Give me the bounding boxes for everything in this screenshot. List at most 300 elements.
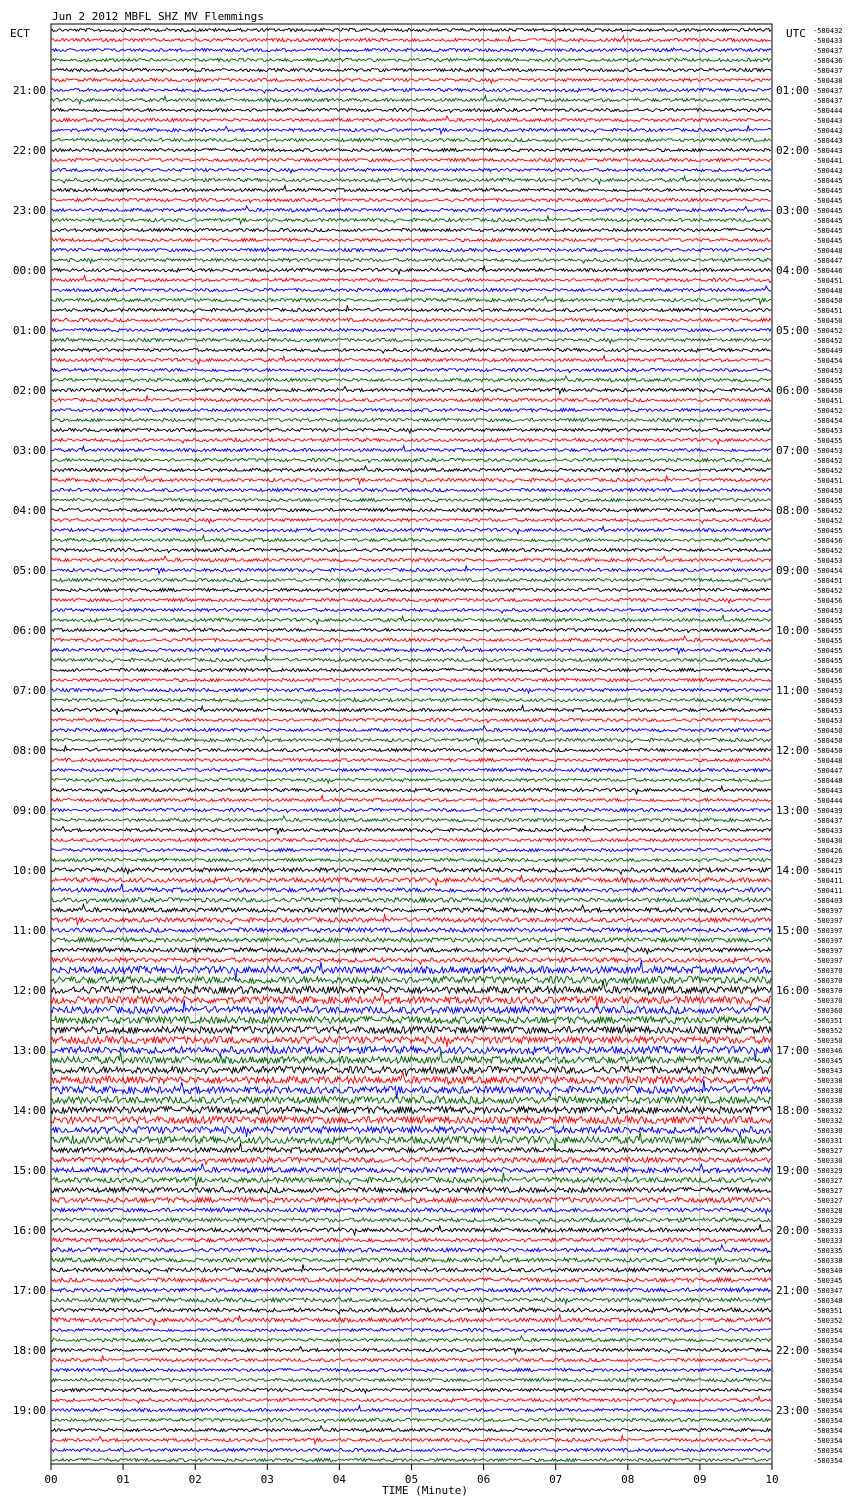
row-offset-label: -580455	[813, 657, 843, 665]
row-offset-label: -580397	[813, 957, 843, 965]
right-hour-label: 10:00	[776, 624, 810, 637]
row-offset-label: -580397	[813, 937, 843, 945]
trace-row-52	[51, 548, 771, 552]
row-offset-label: -580445	[813, 177, 843, 185]
row-offset-label: -580354	[813, 1347, 843, 1355]
row-offset-label: -580338	[813, 1087, 843, 1095]
trace-row-26	[51, 286, 771, 292]
trace-row-36	[51, 387, 771, 394]
row-offset-label: -580443	[813, 127, 843, 135]
trace-row-27	[51, 297, 771, 304]
trace-row-126	[51, 1287, 771, 1292]
row-offset-label: -580370	[813, 987, 843, 995]
x-tick-label: 00	[44, 1473, 58, 1486]
row-offset-label: -580340	[813, 1267, 843, 1275]
trace-row-55	[51, 578, 771, 581]
trace-row-30	[51, 328, 771, 331]
row-offset-label: -580345	[813, 1057, 843, 1065]
row-offset-label: -580443	[813, 117, 843, 125]
trace-row-62	[51, 647, 771, 654]
row-offset-label: -580445	[813, 207, 843, 215]
row-offset-label: -580352	[813, 1317, 843, 1325]
right-hour-label: 18:00	[776, 1104, 810, 1117]
trace-row-112	[51, 1143, 771, 1153]
left-hour-label: 19:00	[12, 1404, 46, 1417]
row-offset-label: -580411	[813, 877, 843, 885]
row-offset-label: -580397	[813, 907, 843, 915]
trace-row-45	[51, 475, 771, 483]
row-offset-label: -580348	[813, 1297, 843, 1305]
row-offset-label: -580443	[813, 137, 843, 145]
trace-row-4	[51, 68, 771, 71]
trace-row-125	[51, 1278, 771, 1282]
row-offset-label: -580331	[813, 1137, 843, 1145]
row-offset-label: -580347	[813, 1287, 843, 1295]
trace-row-31	[51, 338, 771, 343]
row-offset-label: -580329	[813, 1217, 843, 1225]
trace-row-51	[51, 536, 771, 542]
trace-row-3	[51, 58, 771, 61]
row-offset-label: -580455	[813, 497, 843, 505]
trace-row-68	[51, 706, 771, 715]
row-offset-labels	[813, 27, 843, 1465]
trace-row-87	[51, 898, 771, 904]
right-hour-label: 19:00	[776, 1164, 810, 1177]
trace-row-32	[51, 348, 771, 353]
trace-row-35	[51, 376, 771, 382]
trace-row-53	[51, 556, 771, 562]
trace-row-81	[51, 838, 771, 841]
right-hour-label: 02:00	[776, 144, 810, 157]
row-offset-label: -580445	[813, 187, 843, 195]
row-offset-label: -580354	[813, 1387, 843, 1395]
row-offset-label: -580453	[813, 607, 843, 615]
row-offset-label: -580354	[813, 1327, 843, 1335]
left-hour-label: 14:00	[12, 1104, 46, 1117]
row-offset-label: -580437	[813, 47, 843, 55]
right-hour-label: 07:00	[776, 444, 810, 457]
trace-row-137	[51, 1396, 771, 1404]
trace-row-42	[51, 446, 771, 452]
trace-row-135	[51, 1378, 771, 1382]
row-offset-label: -580443	[813, 147, 843, 155]
trace-row-71	[51, 737, 771, 744]
trace-row-91	[51, 938, 771, 942]
trace-row-49	[51, 518, 771, 523]
row-offset-label: -580351	[813, 1307, 843, 1315]
trace-row-124	[51, 1264, 771, 1273]
trace-row-115	[51, 1173, 771, 1187]
right-axis-label: UTC	[786, 27, 806, 40]
row-offset-label: -580450	[813, 727, 843, 735]
trace-row-2	[51, 48, 771, 52]
trace-row-20	[51, 228, 771, 231]
trace-row-104	[51, 1066, 771, 1075]
right-hour-label: 21:00	[776, 1284, 810, 1297]
row-offset-label: -580452	[813, 407, 843, 415]
trace-row-70	[51, 726, 771, 732]
trace-row-18	[51, 206, 771, 212]
row-offset-label: -580346	[813, 1047, 843, 1055]
row-offset-label: -580449	[813, 347, 843, 355]
row-offset-label: -580446	[813, 267, 843, 275]
row-offset-label: -580452	[813, 507, 843, 515]
row-offset-label: -580423	[813, 857, 843, 865]
row-offset-label: -580455	[813, 437, 843, 445]
x-tick-label: 04	[332, 1473, 347, 1486]
x-axis-ticks	[44, 1464, 778, 1486]
left-hour-label: 09:00	[12, 804, 46, 817]
row-offset-label: -580448	[813, 287, 843, 295]
right-hour-labels	[776, 84, 809, 1417]
right-hour-label: 17:00	[776, 1044, 810, 1057]
right-hour-label: 20:00	[776, 1224, 810, 1237]
right-hour-label: 15:00	[776, 924, 810, 937]
left-hour-label: 11:00	[12, 924, 46, 937]
trace-row-23	[51, 258, 771, 263]
row-offset-label: -580354	[813, 1417, 843, 1425]
row-offset-label: -580451	[813, 577, 843, 585]
trace-row-12	[51, 148, 771, 151]
row-offset-label: -580354	[813, 1377, 843, 1385]
row-offset-label: -580454	[813, 357, 843, 365]
trace-row-143	[51, 1458, 771, 1461]
row-offset-label: -580453	[813, 697, 843, 705]
row-offset-label: -580444	[813, 797, 843, 805]
trace-row-29	[51, 318, 771, 321]
row-offset-label: -580354	[813, 1367, 843, 1375]
row-offset-label: -580455	[813, 677, 843, 685]
row-offset-label: -580351	[813, 1017, 843, 1025]
trace-row-72	[51, 745, 771, 751]
right-hour-label: 04:00	[776, 264, 810, 277]
trace-row-19	[51, 215, 771, 223]
right-hour-label: 16:00	[776, 984, 810, 997]
trace-row-11	[51, 138, 771, 141]
trace-row-38	[51, 408, 771, 411]
trace-row-138	[51, 1406, 771, 1412]
row-offset-label: -580403	[813, 897, 843, 905]
trace-row-121	[51, 1238, 771, 1243]
row-offset-label: -580332	[813, 1117, 843, 1125]
row-offset-label: -580450	[813, 387, 843, 395]
trace-row-86	[51, 884, 771, 892]
row-offset-label: -580397	[813, 927, 843, 935]
trace-row-0	[51, 28, 771, 31]
row-offset-label: -580443	[813, 167, 843, 175]
left-hour-label: 05:00	[12, 564, 46, 577]
x-tick-label: 02	[188, 1473, 202, 1486]
left-hour-label: 13:00	[12, 1044, 46, 1057]
trace-row-73	[51, 758, 771, 761]
row-offset-label: -580450	[813, 297, 843, 305]
trace-row-57	[51, 598, 771, 603]
row-offset-label: -580437	[813, 87, 843, 95]
trace-row-66	[51, 688, 771, 693]
trace-row-141	[51, 1435, 771, 1443]
row-offset-label: -580345	[813, 1277, 843, 1285]
trace-row-134	[51, 1368, 771, 1371]
row-offset-label: -580452	[813, 457, 843, 465]
row-offset-label: -580352	[813, 1027, 843, 1035]
left-axis-label: ECT	[10, 27, 30, 40]
x-tick-label: 01	[116, 1473, 130, 1486]
seismic-traces	[51, 28, 771, 1461]
trace-row-24	[51, 266, 771, 274]
trace-row-84	[51, 867, 771, 874]
trace-row-133	[51, 1355, 771, 1361]
trace-row-117	[51, 1197, 771, 1202]
row-offset-label: -580452	[813, 337, 843, 345]
left-hour-label: 21:00	[12, 84, 46, 97]
row-offset-label: -580445	[813, 237, 843, 245]
trace-row-114	[51, 1163, 771, 1173]
trace-row-17	[51, 198, 771, 202]
right-hour-label: 06:00	[776, 384, 810, 397]
trace-row-89	[51, 914, 771, 926]
x-tick-label: 08	[621, 1473, 635, 1486]
row-offset-label: -580437	[813, 97, 843, 105]
left-hour-label: 03:00	[12, 444, 46, 457]
row-offset-label: -580452	[813, 327, 843, 335]
row-offset-label: -580335	[813, 1247, 843, 1255]
row-offset-label: -580360	[813, 1007, 843, 1015]
row-offset-label: -580453	[813, 557, 843, 565]
row-offset-label: -580436	[813, 57, 843, 65]
trace-row-46	[51, 488, 771, 491]
row-offset-label: -580329	[813, 1167, 843, 1175]
trace-row-6	[51, 88, 771, 93]
trace-row-22	[51, 248, 771, 252]
row-offset-label: -580452	[813, 517, 843, 525]
trace-row-93	[51, 957, 771, 964]
row-offset-label: -580451	[813, 277, 843, 285]
left-hour-label: 04:00	[12, 504, 46, 517]
row-offset-label: -580451	[813, 397, 843, 405]
trace-row-99	[51, 1016, 771, 1023]
trace-row-110	[51, 1127, 771, 1138]
chart-title: Jun 2 2012 MBFL SHZ MV Flemmings	[52, 10, 264, 23]
trace-row-76	[51, 786, 771, 794]
trace-row-34	[51, 368, 771, 372]
trace-row-128	[51, 1308, 771, 1314]
trace-row-118	[51, 1207, 771, 1214]
trace-row-59	[51, 616, 771, 625]
left-hour-label: 22:00	[12, 144, 46, 157]
trace-row-65	[51, 678, 771, 682]
row-offset-label: -580453	[813, 707, 843, 715]
row-offset-label: -580397	[813, 917, 843, 925]
left-hour-label: 15:00	[12, 1164, 46, 1177]
row-offset-label: -580343	[813, 1067, 843, 1075]
x-tick-label: 06	[476, 1473, 491, 1486]
right-hour-label: 08:00	[776, 504, 810, 517]
row-offset-label: -580350	[813, 1037, 843, 1045]
trace-row-109	[51, 1115, 771, 1123]
trace-row-63	[51, 655, 771, 662]
row-offset-label: -580448	[813, 777, 843, 785]
trace-row-129	[51, 1314, 771, 1325]
row-offset-label: -580438	[813, 77, 843, 85]
row-offset-label: -580333	[813, 1237, 843, 1245]
row-offset-label: -580454	[813, 417, 843, 425]
left-hour-label: 10:00	[12, 864, 46, 877]
row-offset-label: -580430	[813, 837, 843, 845]
row-offset-label: -580338	[813, 1257, 843, 1265]
x-tick-label: 10	[765, 1473, 779, 1486]
trace-row-113	[51, 1157, 771, 1164]
trace-row-88	[51, 904, 771, 912]
trace-row-69	[51, 718, 771, 722]
row-offset-label: -580327	[813, 1187, 843, 1195]
row-offset-label: -580333	[813, 1227, 843, 1235]
left-hour-label: 06:00	[12, 624, 46, 637]
row-offset-label: -580454	[813, 567, 843, 575]
row-offset-label: -580452	[813, 547, 843, 555]
right-hour-label: 11:00	[776, 684, 810, 697]
trace-row-60	[51, 628, 771, 632]
left-hour-label: 08:00	[12, 744, 46, 757]
row-offset-label: -580453	[813, 717, 843, 725]
trace-row-54	[51, 565, 771, 573]
x-tick-label: 07	[549, 1473, 563, 1486]
left-hour-label: 02:00	[12, 384, 46, 397]
row-offset-label: -580327	[813, 1197, 843, 1205]
trace-row-8	[51, 108, 771, 112]
trace-row-58	[51, 608, 771, 613]
trace-row-47	[51, 498, 771, 501]
row-offset-label: -580415	[813, 867, 843, 875]
row-offset-label: -580433	[813, 827, 843, 835]
row-offset-label: -580448	[813, 757, 843, 765]
trace-row-131	[51, 1336, 771, 1342]
trace-row-127	[51, 1298, 771, 1304]
row-offset-label: -580354	[813, 1437, 843, 1445]
trace-row-120	[51, 1224, 771, 1235]
trace-row-7	[51, 96, 771, 105]
trace-row-108	[51, 1106, 771, 1113]
right-hour-label: 03:00	[776, 204, 810, 217]
row-offset-label: -580447	[813, 257, 843, 265]
right-hour-label: 23:00	[776, 1404, 810, 1417]
row-offset-label: -580354	[813, 1357, 843, 1365]
trace-row-140	[51, 1426, 771, 1432]
row-offset-label: -580441	[813, 157, 843, 165]
row-offset-label: -580455	[813, 377, 843, 385]
trace-row-75	[51, 778, 771, 783]
trace-row-37	[51, 395, 771, 401]
row-offset-label: -580452	[813, 467, 843, 475]
row-offset-label: -580456	[813, 597, 843, 605]
trace-row-105	[51, 1071, 771, 1085]
trace-row-85	[51, 875, 771, 886]
trace-row-82	[51, 848, 771, 851]
row-offset-label: -580370	[813, 997, 843, 1005]
trace-row-50	[51, 526, 771, 534]
row-offset-label: -580451	[813, 477, 843, 485]
row-offset-label: -580433	[813, 37, 843, 45]
trace-row-130	[51, 1328, 771, 1332]
left-hour-label: 23:00	[12, 204, 46, 217]
row-offset-label: -580450	[813, 747, 843, 755]
trace-row-56	[51, 588, 771, 591]
trace-row-16	[51, 186, 771, 192]
trace-row-90	[51, 928, 771, 933]
trace-row-107	[51, 1096, 771, 1104]
x-axis-label: TIME (Minute)	[381, 1484, 469, 1497]
row-offset-label: -580327	[813, 1147, 843, 1155]
trace-row-10	[51, 125, 771, 133]
row-offset-label: -580455	[813, 617, 843, 625]
row-offset-label: -580328	[813, 1207, 843, 1215]
trace-row-15	[51, 176, 771, 184]
trace-row-95	[51, 976, 771, 985]
right-hour-label: 22:00	[776, 1344, 810, 1357]
row-offset-label: -580448	[813, 247, 843, 255]
row-offset-label: -580354	[813, 1457, 843, 1465]
row-offset-label: -580370	[813, 977, 843, 985]
trace-row-136	[51, 1388, 771, 1393]
row-offset-label: -580450	[813, 487, 843, 495]
row-offset-label: -580445	[813, 217, 843, 225]
x-tick-label: 03	[260, 1473, 274, 1486]
trace-row-43	[51, 458, 771, 462]
row-offset-label: -580443	[813, 787, 843, 795]
row-offset-label: -580455	[813, 647, 843, 655]
trace-row-21	[51, 238, 771, 241]
trace-row-74	[51, 768, 771, 772]
trace-row-122	[51, 1245, 771, 1253]
row-offset-label: -580451	[813, 307, 843, 315]
right-hour-label: 01:00	[776, 84, 810, 97]
row-offset-label: -580455	[813, 627, 843, 635]
trace-row-139	[51, 1418, 771, 1422]
row-offset-label: -580452	[813, 587, 843, 595]
trace-row-9	[51, 116, 771, 122]
right-hour-label: 09:00	[776, 564, 810, 577]
trace-row-132	[51, 1347, 771, 1354]
right-hour-label: 12:00	[776, 744, 810, 757]
row-offset-label: -580354	[813, 1397, 843, 1405]
row-offset-label: -580450	[813, 737, 843, 745]
row-offset-label: -580411	[813, 887, 843, 895]
row-offset-label: -580354	[813, 1427, 843, 1435]
trace-row-80	[51, 825, 771, 833]
x-tick-label: 09	[693, 1473, 707, 1486]
trace-row-64	[51, 668, 771, 671]
row-offset-label: -580439	[813, 807, 843, 815]
trace-row-79	[51, 816, 771, 822]
row-offset-label: -580370	[813, 967, 843, 975]
trace-row-25	[51, 276, 771, 283]
trace-row-1	[51, 36, 771, 42]
left-hour-label: 16:00	[12, 1224, 46, 1237]
trace-row-41	[51, 438, 771, 444]
row-offset-label: -580456	[813, 667, 843, 675]
row-offset-label: -580354	[813, 1337, 843, 1345]
trace-row-5	[51, 78, 771, 83]
row-offset-label: -580453	[813, 447, 843, 455]
left-hour-label: 18:00	[12, 1344, 46, 1357]
trace-row-48	[51, 508, 771, 512]
row-offset-label: -580447	[813, 767, 843, 775]
row-offset-label: -580456	[813, 537, 843, 545]
row-offset-label: -580332	[813, 1107, 843, 1115]
trace-row-123	[51, 1256, 771, 1265]
row-offset-label: -580437	[813, 67, 843, 75]
left-hour-label: 01:00	[12, 324, 46, 337]
trace-row-101	[51, 1037, 771, 1047]
